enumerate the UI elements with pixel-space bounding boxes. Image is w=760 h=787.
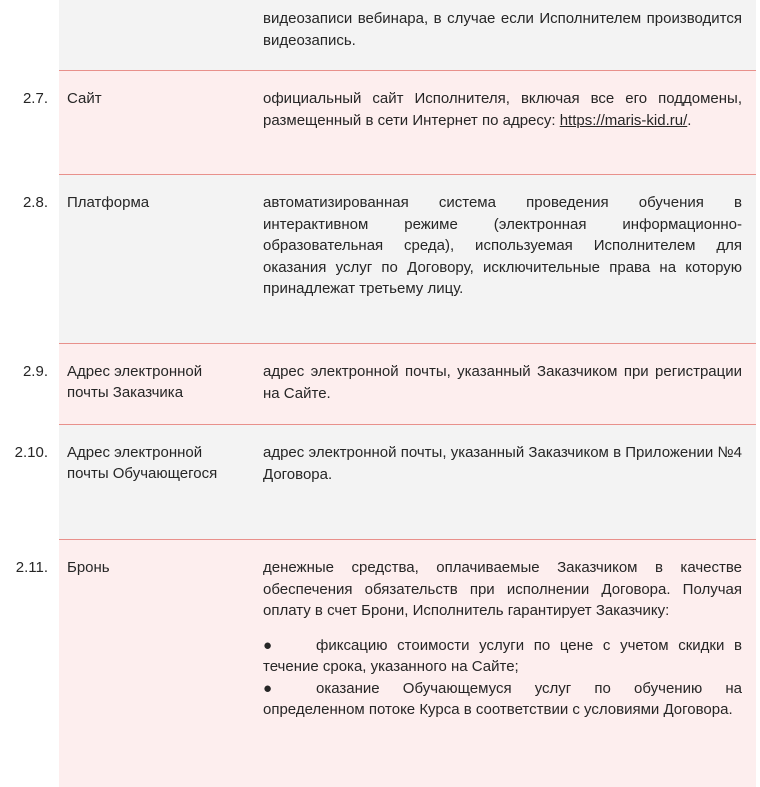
- table-row: [0, 71, 760, 175]
- definition-cell: адрес электронной почты, указанный Заказчиком при регистрации на Сайте.: [263, 363, 742, 402]
- bullet-list: [263, 635, 742, 721]
- table-row: [0, 344, 760, 425]
- table-row: [0, 0, 760, 71]
- list-item: [263, 678, 742, 721]
- term-cell: Сайт: [67, 90, 102, 107]
- table-row: [0, 425, 760, 540]
- row-number: 2.7.: [22, 90, 48, 107]
- row-number: 2.10.: [14, 444, 48, 461]
- definition-cell: автоматизированная система проведения обучения в интерактивном режиме (электронная информационно-образовательная среда), используемая Исполнителем для оказания услуг по Договору, исключительные права на которую принадлежат третьему лицу.: [263, 194, 742, 297]
- row-number: 2.11.: [15, 559, 48, 576]
- row-number: 2.9.: [22, 363, 48, 380]
- definition-cell: видеозаписи вебинара, в случае если Исполнителем производится видеозапись.: [263, 10, 742, 49]
- definition-cell: адрес электронной почты, указанный Заказчиком в Приложении №4 Договора.: [263, 444, 742, 483]
- definition-cell: [263, 88, 742, 131]
- definition-text: денежные средства, оплачиваемые Заказчиком в качестве обеспечения обязательств при исполнении Договора. Получая оплату в счет Брони, Исполнитель гарантирует Заказчику:: [263, 559, 742, 619]
- row-number: 2.8.: [22, 194, 48, 211]
- table-row: [0, 175, 760, 344]
- definition-text: официальный сайт Исполнителя, включая все его поддомены, размещенный в сети Интернет по адресу:: [263, 90, 742, 129]
- term-cell: Адрес электронной почты Обучающегося: [67, 444, 218, 482]
- term-cell: Платформа: [67, 194, 150, 211]
- bullet-icon: ●: [263, 636, 273, 654]
- term-cell: Адрес электронной почты Заказчика: [67, 363, 203, 401]
- list-item-text: оказание Обучающемуся услуг по обучению на определенном потоке Курса в соответствии с условиями Договора.: [263, 679, 742, 718]
- definition-text-end: .: [687, 111, 692, 129]
- bullet-icon: ●: [263, 679, 273, 697]
- list-item: [263, 635, 742, 678]
- list-item-text: фиксацию стоимости услуги по цене с учетом скидки в течение срока, указанного на Сайте;: [263, 636, 742, 675]
- site-link[interactable]: https://maris-kid.ru/: [559, 111, 688, 129]
- table-row: [0, 540, 760, 787]
- term-cell: Бронь: [67, 559, 110, 576]
- definition-cell: [263, 557, 742, 721]
